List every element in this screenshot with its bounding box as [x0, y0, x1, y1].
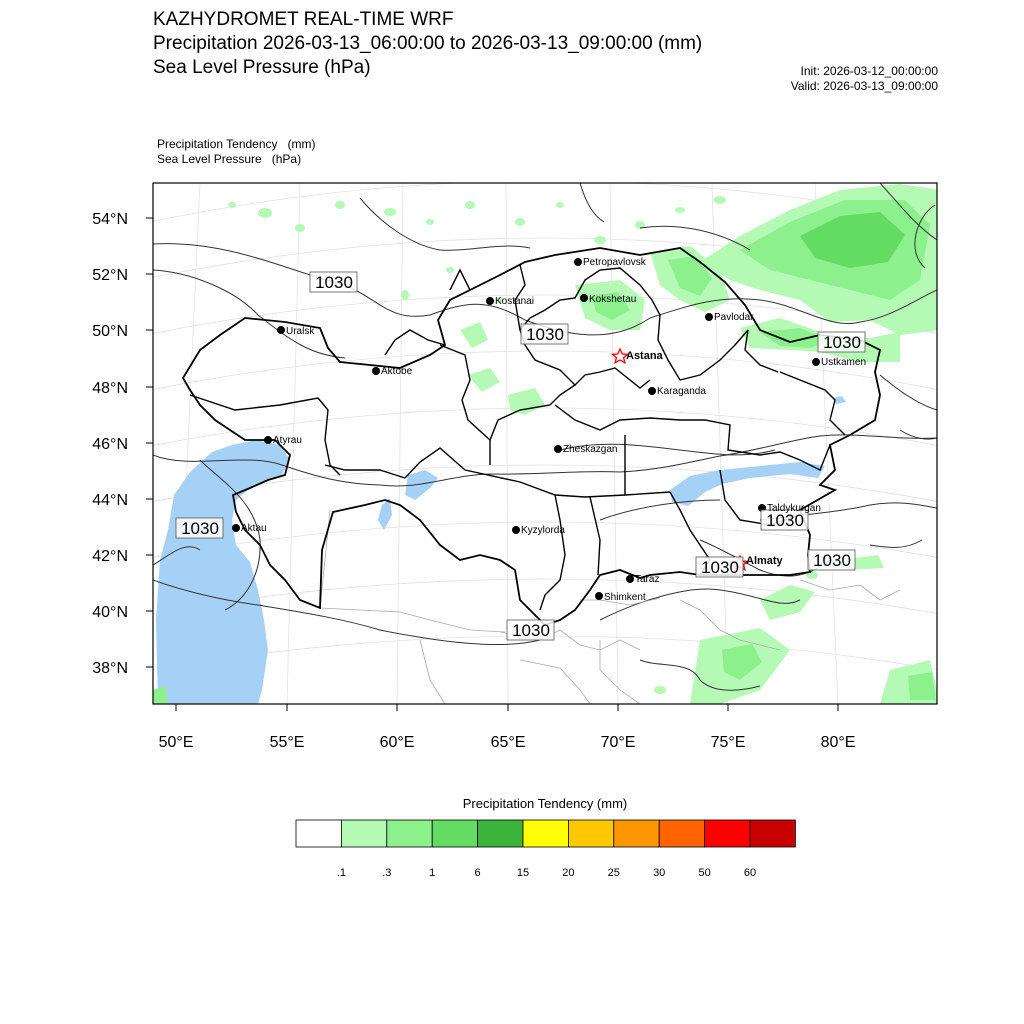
city-dot-kostanai — [486, 297, 494, 305]
colorbar-box — [478, 820, 523, 847]
city-label-kostanai: Kostanai — [495, 296, 534, 307]
colorbar — [296, 820, 795, 847]
lon-label: 70°E — [600, 734, 636, 751]
city-dot-kyzylorda — [512, 526, 520, 534]
city-label-pavlodar: Pavlodar — [714, 312, 754, 323]
lon-label: 60°E — [379, 734, 415, 751]
main-title: KAZHYDROMET REAL-TIME WRF — [153, 9, 454, 30]
neighbour-borders — [320, 510, 900, 704]
city-label-aktau: Aktau — [241, 523, 267, 534]
city-label-kyzylorda: Kyzylorda — [521, 525, 565, 536]
lon-label: 65°E — [490, 734, 526, 751]
isobar-label: 1030 — [701, 558, 739, 577]
latitude-labels — [92, 211, 128, 677]
colorbar-box — [296, 820, 341, 847]
isobar-label: 1030 — [181, 519, 219, 538]
colorbar-label: 50 — [698, 867, 711, 879]
colorbar-box — [568, 820, 613, 847]
city-dot-uralsk — [277, 326, 285, 334]
valid-time: Valid: 2026-03-13_09:00:00 — [790, 79, 938, 93]
precip-area-central — [460, 322, 488, 348]
city-dot-aktobe — [372, 367, 380, 375]
colorbar-label: 60 — [743, 867, 757, 879]
lat-label: 46°N — [92, 436, 128, 453]
colorbar-label: 20 — [562, 867, 575, 879]
colorbar-label: 1 — [429, 867, 436, 879]
colorbar-label: 25 — [607, 867, 620, 879]
city-dot-karaganda — [648, 387, 656, 395]
colorbar-label: 15 — [516, 867, 530, 879]
colorbar-box — [659, 820, 704, 847]
lon-label: 50°E — [158, 734, 194, 751]
city-label-aktobe: Aktobe — [381, 366, 413, 377]
lat-label: 48°N — [92, 380, 128, 397]
lon-label: 80°E — [820, 734, 856, 751]
city-dot-pavlodar — [705, 313, 713, 321]
city-dot-kokshetau — [580, 294, 588, 302]
slp-title: Sea Level Pressure (hPa) — [153, 57, 371, 78]
lon-label: 75°E — [710, 734, 746, 751]
colorbar-label: 30 — [653, 867, 666, 879]
lon-label: 55°E — [269, 734, 305, 751]
city-dot-shimkent — [595, 592, 603, 600]
colorbar-label: .1 — [336, 867, 346, 879]
city-dot-atyrau — [264, 436, 272, 444]
isobar-label: 1030 — [823, 333, 861, 352]
lake-balkhash — [670, 462, 825, 506]
lat-label: 38°N — [92, 660, 128, 677]
lat-label: 44°N — [92, 492, 128, 509]
isobar-label: 1030 — [813, 551, 851, 570]
lat-label: 40°N — [92, 604, 128, 621]
precip-area-aktobe — [468, 368, 500, 392]
city-dot-taraz — [626, 575, 634, 583]
colorbar-box — [341, 820, 386, 847]
colorbar-label: .3 — [382, 867, 392, 879]
city-markers — [232, 258, 820, 600]
city-label-atyrau: Atyrau — [273, 435, 302, 446]
colorbar-box — [705, 820, 750, 847]
precip-area-southeast-corner-core — [908, 672, 936, 700]
lat-label: 50°N — [92, 323, 128, 340]
city-label-zheskazgan: Zheskazgan — [563, 444, 618, 455]
colorbar-box — [387, 820, 432, 847]
colorbar-title: Precipitation Tendency (mm) — [462, 796, 628, 811]
city-label-almaty: Almaty — [746, 555, 783, 567]
city-label-taraz: Taraz — [635, 574, 660, 585]
precip-area-karaganda — [508, 388, 545, 415]
field-label-slp: Sea Level Pressure (hPa) — [157, 152, 302, 166]
colorbar-box — [750, 820, 795, 847]
precip-title: Precipitation 2026-03-13_06:00:00 to 2026-03-13_09:00:00 (mm) — [153, 33, 703, 54]
isobar-label: 1030 — [526, 325, 564, 344]
isobar-label: 1030 — [766, 511, 804, 530]
city-label-kokshetau: Kokshetau — [589, 294, 637, 305]
city-label-uralsk: Uralsk — [286, 326, 315, 337]
city-label-petropavlovsk: Petropavlovsk — [583, 257, 646, 268]
city-dot-petropavlovsk — [574, 258, 582, 266]
city-label-karaganda: Karaganda — [657, 386, 706, 397]
aral-sea-west — [378, 498, 392, 530]
colorbar-box — [614, 820, 659, 847]
city-dot-aktau — [232, 524, 240, 532]
city-label-taldykurgan: Taldykurgan — [767, 503, 821, 514]
colorbar-box — [523, 820, 568, 847]
city-dot-zheskazgan — [554, 445, 562, 453]
lat-label: 52°N — [92, 267, 128, 284]
longitude-labels — [159, 734, 856, 751]
isobar-label: 1030 — [315, 273, 353, 292]
city-labels — [241, 257, 866, 603]
city-label-astana: Astana — [626, 350, 663, 362]
city-label-shimkent: Shimkent — [604, 592, 646, 603]
colorbar-label: 6 — [474, 867, 481, 879]
init-time: Init: 2026-03-12_00:00:00 — [800, 64, 938, 78]
colorbar-box — [432, 820, 477, 847]
city-dot-ustkamen — [812, 358, 820, 366]
field-label-precip: Precipitation Tendency (mm) — [157, 137, 316, 151]
lat-label: 54°N — [92, 211, 128, 228]
lat-label: 42°N — [92, 548, 128, 565]
city-label-ustkamen: Ustkamen — [821, 357, 867, 368]
isobar-label: 1030 — [512, 621, 550, 640]
